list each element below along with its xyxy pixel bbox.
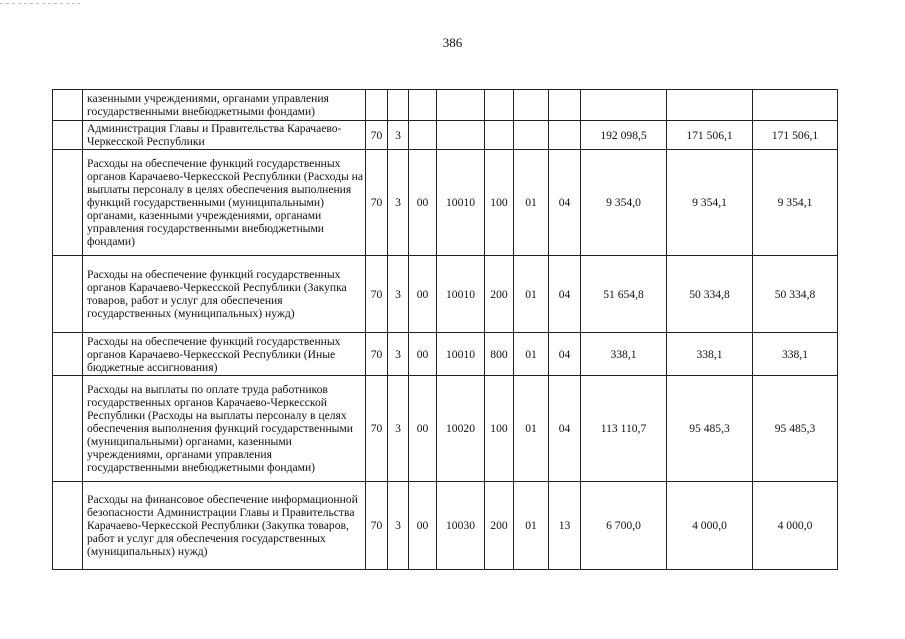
subprogram-code-cell: 00 bbox=[409, 256, 437, 333]
direction-code-cell: 10010 bbox=[437, 333, 485, 376]
amount-year2-cell: 171 506,1 bbox=[667, 121, 753, 150]
amount-year1-cell bbox=[581, 90, 667, 121]
section-cell: 01 bbox=[514, 333, 549, 376]
amount-year1-cell: 6 700,0 bbox=[581, 482, 667, 570]
section-cell: 01 bbox=[514, 376, 549, 482]
ministry-code-cell: 70 bbox=[366, 121, 388, 150]
direction-code-cell bbox=[437, 121, 485, 150]
section-cell bbox=[514, 121, 549, 150]
row-marker-cell bbox=[53, 90, 83, 121]
program-code-cell: 3 bbox=[388, 121, 409, 150]
program-code-cell: 3 bbox=[388, 333, 409, 376]
table-row bbox=[53, 90, 838, 121]
amount-year2-cell: 50 334,8 bbox=[667, 256, 753, 333]
subsection-cell: 04 bbox=[549, 150, 581, 256]
ministry-code-cell: 70 bbox=[366, 482, 388, 570]
description-cell: Расходы на финансовое обеспечение информационной безопасности Администрации Главы и Правительства Карачаево-Черкесской Республики (Закупка товаров, работ и услуг для обеспечения государственных (муниципальных) нужд) bbox=[83, 482, 366, 570]
direction-code-cell: 10010 bbox=[437, 256, 485, 333]
description-cell: Администрация Главы и Правительства Карачаево-Черкесской Республики bbox=[83, 121, 366, 150]
subsection-cell: 04 bbox=[549, 333, 581, 376]
direction-code-cell bbox=[437, 90, 485, 121]
row-marker-cell bbox=[53, 376, 83, 482]
subsection-cell: 04 bbox=[549, 256, 581, 333]
amount-year3-cell: 9 354,1 bbox=[753, 150, 838, 256]
amount-year1-cell: 51 654,8 bbox=[581, 256, 667, 333]
table-row bbox=[53, 333, 838, 376]
row-marker-cell bbox=[53, 256, 83, 333]
subsection-cell bbox=[549, 90, 581, 121]
expense-type-cell: 800 bbox=[485, 333, 514, 376]
subsection-cell: 13 bbox=[549, 482, 581, 570]
table-row bbox=[53, 376, 838, 482]
amount-year1-cell: 9 354,0 bbox=[581, 150, 667, 256]
description-cell: казенными учреждениями, органами управления государственными внебюджетными фондами) bbox=[83, 90, 366, 121]
expense-type-cell: 100 bbox=[485, 376, 514, 482]
amount-year1-cell: 113 110,7 bbox=[581, 376, 667, 482]
row-marker-cell bbox=[53, 121, 83, 150]
direction-code-cell: 10030 bbox=[437, 482, 485, 570]
page-number: 386 bbox=[442, 35, 463, 50]
expense-type-cell: 200 bbox=[485, 256, 514, 333]
budget-table bbox=[52, 89, 838, 570]
amount-year2-cell: 95 485,3 bbox=[667, 376, 753, 482]
row-marker-cell bbox=[53, 333, 83, 376]
description-cell: Расходы на обеспечение функций государственных органов Карачаево-Черкесской Республики (Закупка товаров, работ и услуг для обеспечения государственных (муниципальных) нужд) bbox=[83, 256, 366, 333]
amount-year3-cell: 50 334,8 bbox=[753, 256, 838, 333]
scan-artifact bbox=[0, 3, 80, 4]
ministry-code-cell: 70 bbox=[366, 376, 388, 482]
expense-type-cell: 200 bbox=[485, 482, 514, 570]
subprogram-code-cell bbox=[409, 121, 437, 150]
row-marker-cell bbox=[53, 150, 83, 256]
table-row bbox=[53, 256, 838, 333]
program-code-cell: 3 bbox=[388, 256, 409, 333]
subsection-cell bbox=[549, 121, 581, 150]
amount-year2-cell: 4 000,0 bbox=[667, 482, 753, 570]
program-code-cell: 3 bbox=[388, 150, 409, 256]
subprogram-code-cell: 00 bbox=[409, 376, 437, 482]
amount-year3-cell: 171 506,1 bbox=[753, 121, 838, 150]
subprogram-code-cell bbox=[409, 90, 437, 121]
section-cell: 01 bbox=[514, 482, 549, 570]
table-row bbox=[53, 150, 838, 256]
amount-year3-cell: 95 485,3 bbox=[753, 376, 838, 482]
amount-year3-cell: 4 000,0 bbox=[753, 482, 838, 570]
direction-code-cell: 10020 bbox=[437, 376, 485, 482]
description-cell: Расходы на обеспечение функций государственных органов Карачаево-Черкесской Республики (Иные бюджетные ассигнования) bbox=[83, 333, 366, 376]
ministry-code-cell: 70 bbox=[366, 150, 388, 256]
amount-year1-cell: 192 098,5 bbox=[581, 121, 667, 150]
ministry-code-cell: 70 bbox=[366, 333, 388, 376]
ministry-code-cell bbox=[366, 90, 388, 121]
section-cell: 01 bbox=[514, 150, 549, 256]
amount-year2-cell: 9 354,1 bbox=[667, 150, 753, 256]
program-code-cell: 3 bbox=[388, 376, 409, 482]
program-code-cell: 3 bbox=[388, 482, 409, 570]
expense-type-cell bbox=[485, 121, 514, 150]
subprogram-code-cell: 00 bbox=[409, 482, 437, 570]
amount-year1-cell: 338,1 bbox=[581, 333, 667, 376]
row-marker-cell bbox=[53, 482, 83, 570]
description-cell: Расходы на обеспечение функций государственных органов Карачаево-Черкесской Республики (Расходы на выплаты персоналу в целях обеспечения выполнения функций государственными (муниципальными) органами, казенными учреждениями, органами управления государственными внебюджетными фондами) bbox=[83, 150, 366, 256]
direction-code-cell: 10010 bbox=[437, 150, 485, 256]
subprogram-code-cell: 00 bbox=[409, 333, 437, 376]
table-row bbox=[53, 121, 838, 150]
section-cell: 01 bbox=[514, 256, 549, 333]
subsection-cell: 04 bbox=[549, 376, 581, 482]
section-cell bbox=[514, 90, 549, 121]
expense-type-cell: 100 bbox=[485, 150, 514, 256]
expense-type-cell bbox=[485, 90, 514, 121]
amount-year2-cell: 338,1 bbox=[667, 333, 753, 376]
table-row bbox=[53, 482, 838, 570]
amount-year3-cell bbox=[753, 90, 838, 121]
amount-year2-cell bbox=[667, 90, 753, 121]
program-code-cell bbox=[388, 90, 409, 121]
subprogram-code-cell: 00 bbox=[409, 150, 437, 256]
description-cell: Расходы на выплаты по оплате труда работников государственных органов Карачаево-Черкесской Республики (Расходы на выплаты персоналу в целях обеспечения выполнения функций государственными (муниципальными) органами, казенными учреждениями, органами управления государственными внебюджетными фондами) bbox=[83, 376, 366, 482]
ministry-code-cell: 70 bbox=[366, 256, 388, 333]
amount-year3-cell: 338,1 bbox=[753, 333, 838, 376]
